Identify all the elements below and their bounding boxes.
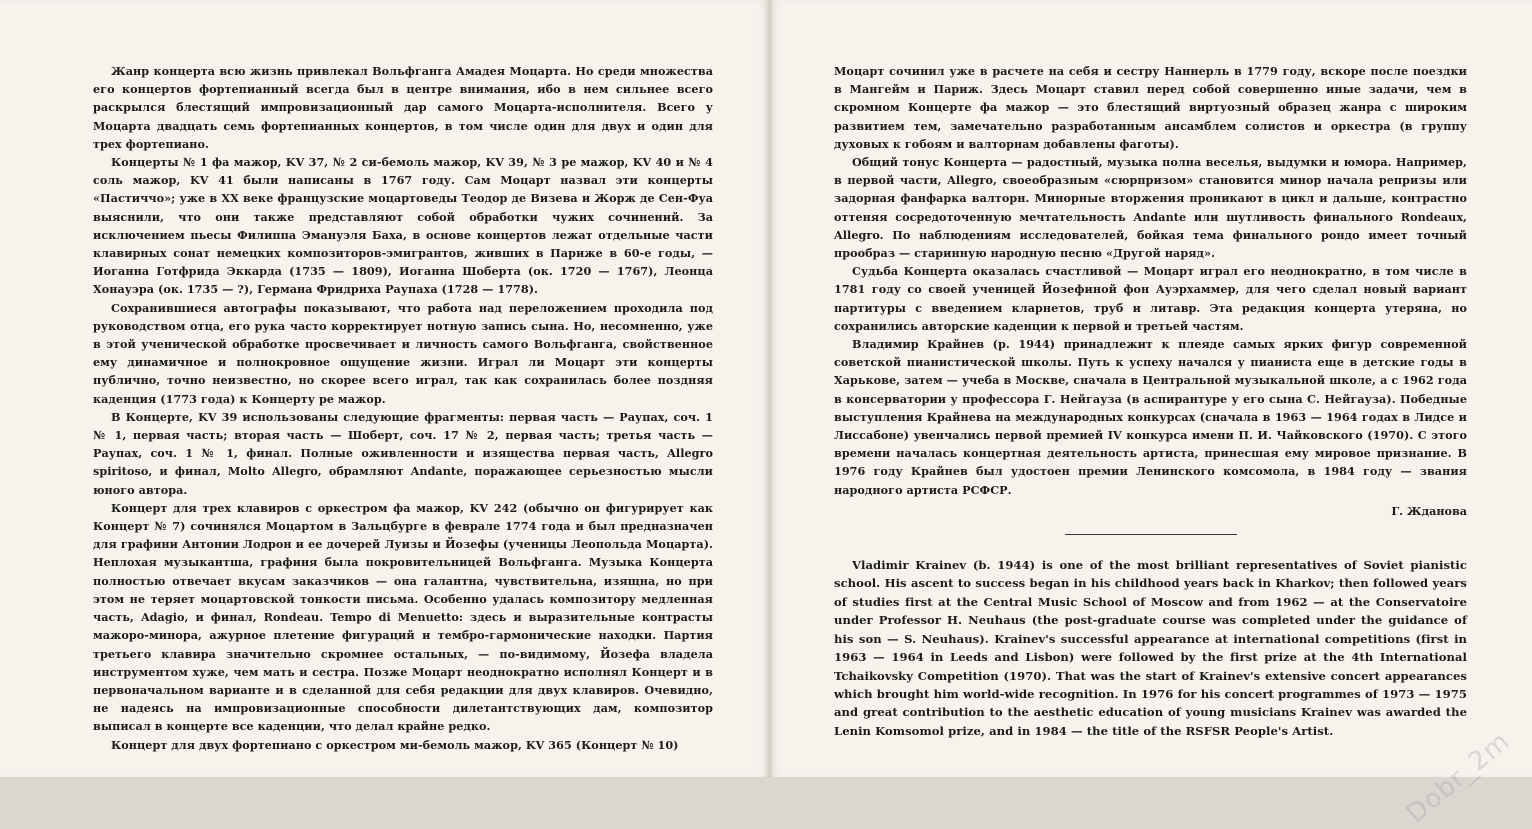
watermark: Dobr_2m [1400,726,1516,829]
author-signature: Г. Жданова [1391,503,1467,518]
right-paragraph-3: Судьба Концерта оказалась счастливой — Моцарт играл его неоднократно, в том числе в 1781 году со своей ученицей Йозефиной фон Ауэрхаммер, для чего сделал новый вариант партитуры с введением кларнетов, труб и литавр. Эта редакция концерта утеряна, но сохранились авторские каденции к первой и третьей частям. [834,264,1467,333]
left-text-column [93,62,713,754]
left-paragraph-6: Концерт для двух фортепиано с оркестром ми-бемоль мажор, KV 365 (Концерт № 10) [111,737,679,752]
right-paragraph-1: Моцарт сочинил уже в расчете на себя и сестру Наннерль в 1779 году, вскоре после поездки в Мангейм и Париж. Здесь Моцарт ставил перед собой совершенно иные задачи, чем в скромном Концерте фа мажор — это блестящий виртуозный образец жанра с широким развитием тем, замечательно разработанным ансамблем солистов и оркестра (в группу духовых к гобоям и валторнам добавлены фаготы). [834,64,1467,151]
left-paragraph-4: В Концерте, KV 39 использованы следующие фрагменты: первая часть — Раупах, соч. 1 № 1, первая часть; вторая часть — Шоберт, соч. 17 № 2, первая часть; третья часть — Раупах, соч. 1 № 1, финал. Полные оживленности и изящества первая часть, Allegro spiritoso, и финал, Molto Allegro, обрамляют Andante, поражающее серьезностью мысли юного автора. [93,409,713,497]
left-paragraph-1: Жанр концерта всю жизнь привлекал Вольфганга Амадея Моцарта. Но среди множества его концертов фортепианный всегда был в центре внимания, ибо в нем сильнее всего раскрылся блестящий импровизационный дар самого Моцарта-исполнителя. Всего у Моцарта двадцать семь фортепианных концертов, в том числе один для двух и один для трех фортепиано. [93,64,713,151]
english-paragraph: Vladimir Krainev (b. 1944) is one of the most brilliant representatives of Soviet pianistic school. His ascent to success began in his childhood years back in Kharkov; then followed years of studies first at the Central Music School of Moscow and from 1962 — at the Conservatoire under Professor H. Neuhaus (the post-graduate course was completed under the guidance of his son — S. Neuhaus). Krainev's successful appearance at international competitions (first in 1963 — 1964 in Leeds and Lisbon) were followed by the first prize at the 4th International Tchaikovsky Competition (1970). That was the start of Krainev's extensive concert appearances which brought him world-wide recognition. In 1976 for his concert programmes of 1973 — 1975 and great contribution to the aesthetic education of young musicians Krainev was awarded the Lenin Komsomol prize, and in 1984 — the title of the RSFSR People's Artist. [834,558,1467,738]
left-paragraph-5: Концерт для трех клавиров с оркестром фа мажор, KV 242 (обычно он фигурирует как Концерт № 7) сочинялся Моцартом в Зальцбурге в феврале 1774 года и был предназначен для графини Антонии Лодрон и ее дочерей Луизы и Йозефы (ученицы Леопольда Моцарта). Неплохая музыкантша, графиня была покровительницей Вольфганга. Музыка Концерта полностью отвечает вкусам заказчиков — она галантна, чувствительна, изящна, но при этом не теряет моцартовской тонкости письма. Особенно удалась композитору медленная часть, Adagio, и финал, Rondeau. Tempo di Menuetto: здесь и выразительные контрасты мажоро-минора, ажурное плетение фигураций и тембро-гармонические находки. Партия третьего клавира значительно скромнее остальных, — по-видимому, Йозефа владела инструментом хуже, чем мать и сестра. Позже Моцарт неоднократно исполнял Концерт и в первоначальном варианте и в сделанной для себя редакции для двух клавиров. Очевидно, не надеясь на импровизационные способности дилетантствующих дам, композитор выписал в концерте все каденции, что делал крайне редко. [93,500,713,734]
right-paragraph-4: Владимир Крайнев (р. 1944) принадлежит к плеяде самых ярких фигур современной советской пианистической школы. Путь к успеху начался у пианиста еще в детские годы в Харькове, затем — учеба в Москве, сначала в Центральной музыкальной школе, а с 1962 года в консерватории у профессора Г. Нейгауза (в аспирантуре у его сына С. Нейгауза). Победные выступления Крайнева на международных конкурсах (сначала в 1963 — 1964 годах в Лидсе и Лиссабоне) увенчались первой премией IV конкурса имени П. И. Чайковского (1970). С этого времени началась концертная деятельность артиста, принесшая ему мировое признание. В 1976 году Крайнев был удостоен премии Ленинского комсомола, в 1984 году — звания народного артиста РСФСР. [834,337,1467,497]
left-paragraph-3: Сохранившиеся автографы показывают, что работа над переложением проходила под руководством отца, его рука часто корректирует нотную запись сына. Но, несомненно, уже в этой ученической обработке просвечивает и личность самого Вольфганга, свойственное ему динамичное и полнокровное ощущение жизни. Играл ли Моцарт эти концерты публично, точно неизвестно, но скорее всего играл, так как сохранилась более поздняя каденция (1773 года) к Концерту ре мажор. [93,300,713,406]
left-page [0,0,768,777]
right-page [772,0,1532,829]
right-text-column [834,62,1467,740]
section-divider [1065,534,1237,535]
right-paragraph-2: Общий тонус Концерта — радостный, музыка полна веселья, выдумки и юмора. Например, в первой части, Allegro, своеобразным «сюрпризом» становится минор начала репризы или задорная фанфарка валторн. Минорные вторжения проникают в цикл и дальше, контрастно оттеняя сосредоточенную мечтательность Andante или шутливость финального Rondeaux, Allegro. По наблюдениям исследователей, бойкая тема финального рондо имеет точный прообраз — старинную народную песню «Другой наряд». [834,155,1467,261]
left-paragraph-2: Концерты № 1 фа мажор, KV 37, № 2 си-бемоль мажор, KV 39, № 3 ре мажор, KV 40 и № 4 соль мажор, KV 41 были написаны в 1767 году. Сам Моцарт назвал эти концерты «Пастиччо»; уже в XX веке французские моцартоведы Теодор де Визева и Жорж де Сен-Фуа выяснили, что они также представляют собой обработки чужих сочинений. За исключением пьесы Филиппа Эмануэля Баха, в основе концертов лежат отдельные части клавирных сонат немецких композиторов-эмигрантов, живших в Париже в 60-е годы, — Иоганна Готфрида Эккарда (1735 — 1809), Иоганна Шоберта (ок. 1720 — 1767), Леонца Хонауэра (ок. 1735 — ?), Германа Фридриха Раупаха (1728 — 1778). [93,155,713,297]
